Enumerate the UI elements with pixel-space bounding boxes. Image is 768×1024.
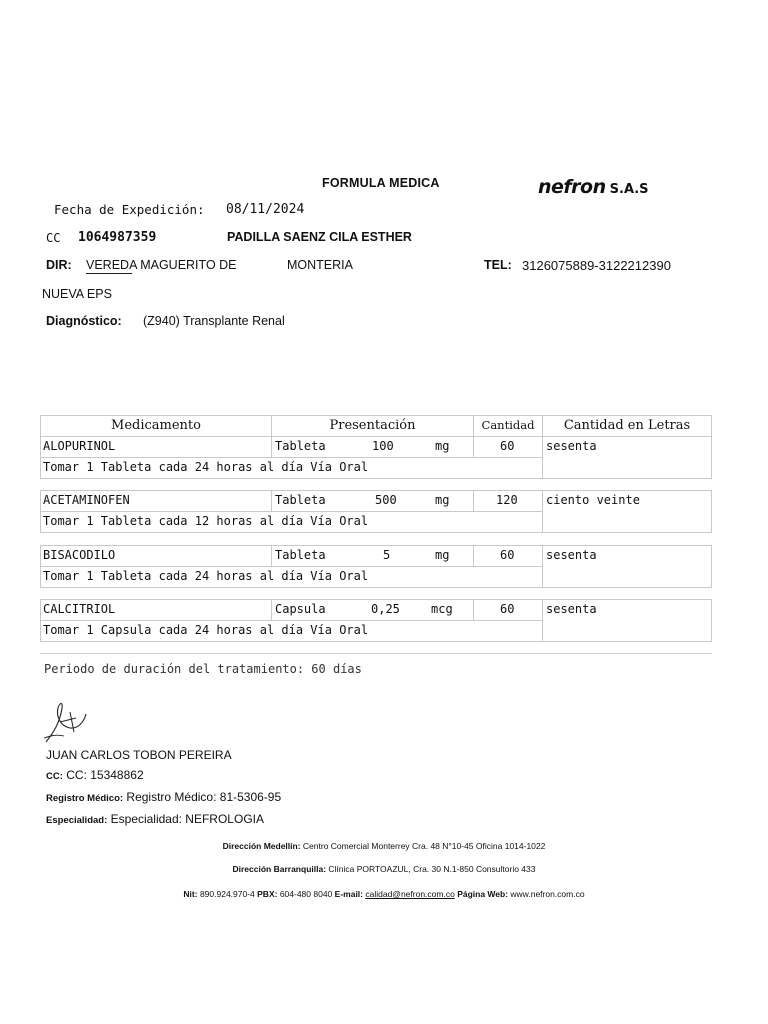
footer-barranquilla-label: Dirección Barranquilla: bbox=[232, 864, 327, 874]
doctor-registration-label: Registro Médico: bbox=[46, 793, 124, 804]
medication-name: BISACODILO bbox=[43, 548, 116, 562]
footer-pbx-label: PBX: bbox=[257, 889, 278, 899]
medication-quantity: 120 bbox=[496, 493, 518, 507]
footer-email-link[interactable]: calidad@nefron.com.co bbox=[365, 889, 455, 899]
medication-quantity: 60 bbox=[500, 602, 515, 616]
patient-name: PADILLA SAENZ CILA ESTHER bbox=[227, 230, 412, 244]
telephone-label: TEL: bbox=[484, 258, 512, 272]
address-value bbox=[86, 258, 237, 272]
address-label: DIR: bbox=[46, 258, 72, 272]
doctor-registration-value: Registro Médico: 81-5306-95 bbox=[126, 790, 282, 804]
footer-medellin-label: Dirección Medellín: bbox=[222, 841, 301, 851]
medication-instructions: Tomar 1 Tableta cada 24 horas al día Vía Oral bbox=[43, 569, 369, 583]
insurer-name: NUEVA EPS bbox=[42, 287, 112, 301]
document-title: FORMULA MEDICA bbox=[322, 176, 440, 190]
medication-unit: mcg bbox=[431, 602, 453, 616]
doctor-name: JUAN CARLOS TOBON PEREIRA bbox=[46, 748, 232, 762]
medication-name: ALOPURINOL bbox=[43, 439, 116, 453]
header-quantity: Cantidad bbox=[481, 418, 535, 432]
medication-name: ACETAMINOFEN bbox=[43, 493, 130, 507]
medication-quantity-words: sesenta bbox=[546, 548, 597, 562]
medication-quantity-words: ciento veinte bbox=[546, 493, 640, 507]
footer-web-label: Página Web: bbox=[457, 889, 509, 899]
doctor-id-label: CC: bbox=[46, 771, 63, 782]
doctor-id-value: CC: 15348862 bbox=[66, 768, 144, 782]
header-cell-quantity bbox=[473, 415, 543, 437]
medication-dose: 500 bbox=[375, 493, 397, 507]
medication-unit: mg bbox=[435, 548, 450, 562]
medication-quantity-words: sesenta bbox=[546, 602, 597, 616]
doctor-specialty-label: Especialidad: bbox=[46, 815, 108, 826]
row-divider bbox=[40, 511, 543, 512]
issue-date-value: 08/11/2024 bbox=[226, 202, 305, 217]
row-divider bbox=[40, 566, 543, 567]
medication-instructions: Tomar 1 Capsula cada 24 horas al día Vía Oral bbox=[43, 623, 369, 637]
issue-date-label: Fecha de Expedición: bbox=[54, 202, 205, 217]
medication-name: CALCITRIOL bbox=[43, 602, 116, 616]
footer-barranquilla-value: Clínica PORTOAZUL, Cra. 30 N.1-850 Consultorio 433 bbox=[326, 864, 536, 874]
header-quantity-words: Cantidad en Letras bbox=[563, 418, 691, 433]
doctor-signature bbox=[40, 692, 94, 746]
footer-web-value[interactable]: www.nefron.com.co bbox=[508, 889, 585, 899]
company-logo bbox=[538, 176, 649, 206]
medication-unit: mg bbox=[435, 493, 450, 507]
medication-unit: mg bbox=[435, 439, 450, 453]
medication-form: Tableta bbox=[275, 493, 326, 507]
header-presentation: Presentación bbox=[329, 418, 416, 433]
medication-quantity-words: sesenta bbox=[546, 439, 597, 453]
telephone-value: 3126075889-3122212390 bbox=[522, 258, 671, 273]
medication-form: Tableta bbox=[275, 548, 326, 562]
medication-dose: 0,25 bbox=[371, 602, 400, 616]
patient-city: MONTERIA bbox=[287, 258, 353, 272]
footer-medellin-address bbox=[0, 841, 768, 851]
footer-pbx-value: 604-480 8040 bbox=[277, 889, 335, 899]
footer-nit-value: 890.924.970-4 bbox=[197, 889, 258, 899]
medication-quantity: 60 bbox=[500, 439, 515, 453]
doctor-id bbox=[46, 768, 144, 782]
logo-suffix: S.A.S bbox=[609, 182, 649, 197]
footer-contact bbox=[0, 889, 768, 899]
footer-email-label: E-mail: bbox=[334, 889, 363, 899]
doctor-registration bbox=[46, 790, 281, 804]
row-divider bbox=[40, 457, 543, 458]
footer-medellin-value: Centro Comercial Monterrey Cra. 48 N°10-45 Oficina 1014-1022 bbox=[300, 841, 546, 851]
medication-instructions: Tomar 1 Tableta cada 12 horas al día Vía Oral bbox=[43, 514, 369, 528]
header-medication: Medicamento bbox=[111, 418, 201, 433]
divider bbox=[40, 653, 712, 654]
patient-id-number: 1064987359 bbox=[78, 230, 157, 245]
medication-dose: 100 bbox=[372, 439, 394, 453]
row-divider bbox=[40, 620, 543, 621]
medication-dose: 5 bbox=[383, 548, 391, 562]
header-cell-medication bbox=[40, 415, 272, 437]
medication-instructions: Tomar 1 Tableta cada 24 horas al día Vía Oral bbox=[43, 460, 369, 474]
address-rest: MAGUERITO DE bbox=[136, 258, 237, 272]
footer-nit-label: Nit: bbox=[183, 889, 198, 899]
patient-id-type: CC bbox=[46, 231, 61, 245]
medication-form: Tableta bbox=[275, 439, 326, 453]
medication-quantity: 60 bbox=[500, 548, 515, 562]
logo-wordmark: nefron bbox=[538, 176, 606, 198]
address-underline bbox=[86, 273, 132, 274]
diagnosis-value: (Z940) Transplante Renal bbox=[143, 314, 285, 328]
medication-form: Capsula bbox=[275, 602, 326, 616]
header-cell-presentation bbox=[271, 415, 474, 437]
footer-barranquilla-address bbox=[0, 864, 768, 874]
doctor-specialty bbox=[46, 812, 264, 826]
treatment-duration: Periodo de duración del tratamiento: 60 días bbox=[44, 662, 362, 676]
header-cell-quantity-words bbox=[542, 415, 712, 437]
diagnosis-label: Diagnóstico: bbox=[46, 314, 122, 328]
address-underlined-word: VEREDA bbox=[86, 258, 137, 272]
doctor-specialty-value: Especialidad: NEFROLOGIA bbox=[110, 812, 264, 826]
